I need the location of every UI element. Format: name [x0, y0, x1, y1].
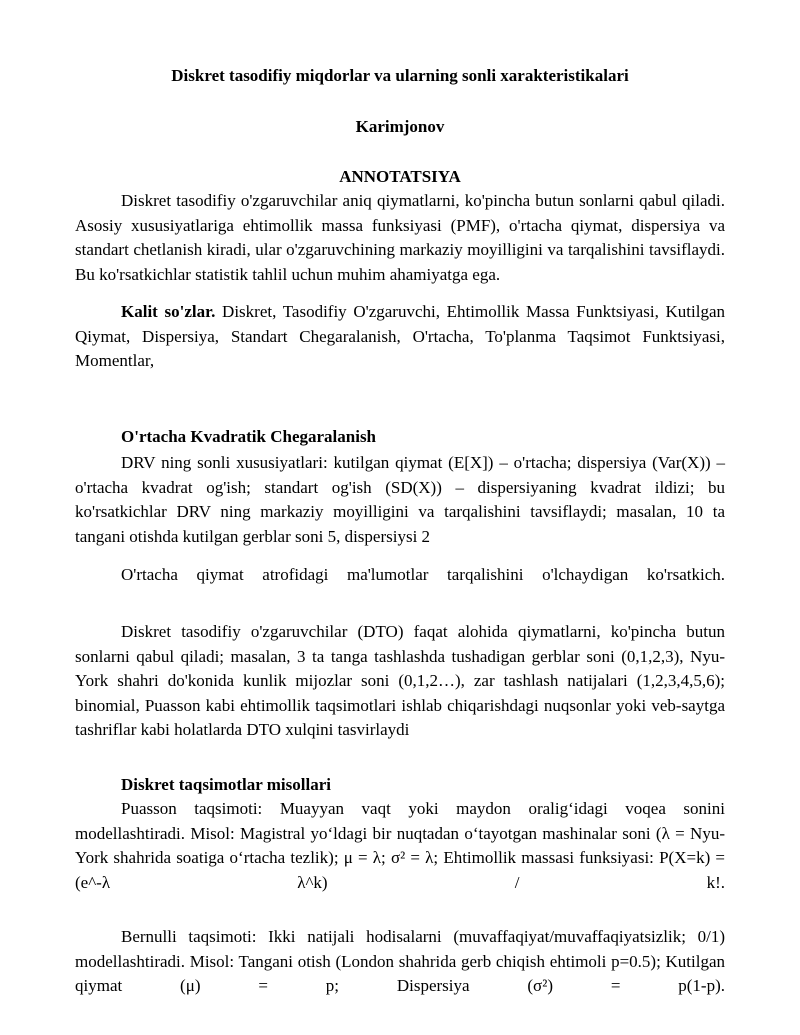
annotation-heading: ANNOTATSIYA — [339, 167, 461, 186]
annotation-paragraph: Diskret tasodifiy o'zgaruvchilar aniq qiymatlarni, ko'pincha butun sonlarni qabul qiladi. Asosiy xususiyatlariga ehtimollik massa funksiyasi (PMF), o'rtacha qiymat, dispersiya va standart chetlanish kiradi, ular o'zgaruvchining markaziy moyilligini va tarqalishini tavsiflaydi. Bu ko'rsatkichlar statistik tahlil uchun muhim ahamiyatga ega. — [75, 191, 725, 284]
poisson-paragraph: Puasson taqsimoti: Muayyan vaqt yoki maydon oralig‘idagi voqea sonini modellashtiradi. Misol: Magistral yo‘ldagi bir nuqtadan o‘tayotgan mashinalar soni (λ = Nyu-York shahrida soatiga o‘rtacha tezlik); μ = λ; σ² = λ; Ehtimollik massasi funksiyasi: P(X=k) = (e^-λ λ^k) / k!. — [75, 799, 725, 892]
keywords-text: Diskret, Tasodifiy O'zgaruvchi, Ehtimollik Massa Funktsiyasi, Kutilgan Qiymat, Dispersiya, Standart Chegaralanish, O'rtacha, To'planma Taqsimot Funktsiyasi, Momentlar, — [75, 302, 725, 370]
document-title: Diskret tasodifiy miqdorlar va ularning sonli xarakteristikalari — [171, 66, 629, 85]
keywords-paragraph — [75, 300, 725, 374]
author-name: Karimjonov — [355, 117, 445, 136]
drv-properties-paragraph: DRV ning sonli xususiyatlari: kutilgan qiymat (E[X]) – o'rtacha; dispersiya (Var(X)) – o'rtacha kvadrat og'ish; standart og'ish (SD(X)) – dispersiyaning kvadrat ildizi; bu ko'rsatkichlar DRV ning markaziy moyilligini va tarqalishini tavsiflaydi; masalan, 10 ta tangani otishda kutilgan gerblar soni 5, dispersiysi 2 — [75, 453, 725, 546]
bernoulli-paragraph: Bernulli taqsimoti: Ikki natijali hodisalarni (muvaffaqiyat/muvaffaqiyatsizlik; 0/1) modellashtiradi. Misol: Tangani otish (London shahrida gerb chiqish ehtimoli p=0.5); Kutilgan qiymat (μ) = p; Dispersiya (σ²) = p(1-p). — [75, 927, 725, 995]
section-heading-mean-square: O'rtacha Kvadratik Chegaralanish — [121, 427, 377, 446]
dto-definition-paragraph: Diskret tasodifiy o'zgaruvchilar (DTO) faqat alohida qiymatlarni, ko'pincha butun sonlarni qabul qiladi; masalan, 3 ta tanga tashlashda tushadigan gerblar soni (0,1,2,3), Nyu-York shahri do'konida kunlik mijozlar soni (0,1,2…), zar tashlash natijalari (1,2,3,4,5,6); binomial, Puasson kabi ehtimollik taqsimotlari ishlab chiqarishdagi nuqsonlar yoki veb-saytga tashriflar kabi holatlarda DTO xulqini tasvirlaydi — [75, 622, 725, 739]
keywords-label: Kalit so'zlar. — [121, 302, 216, 321]
spread-measure-paragraph: O'rtacha qiymat atrofidagi ma'lumotlar tarqalishini o'lchaydigan ko'rsatkich. — [121, 565, 725, 584]
section-heading-discrete-examples: Diskret taqsimotlar misollari — [121, 775, 331, 794]
